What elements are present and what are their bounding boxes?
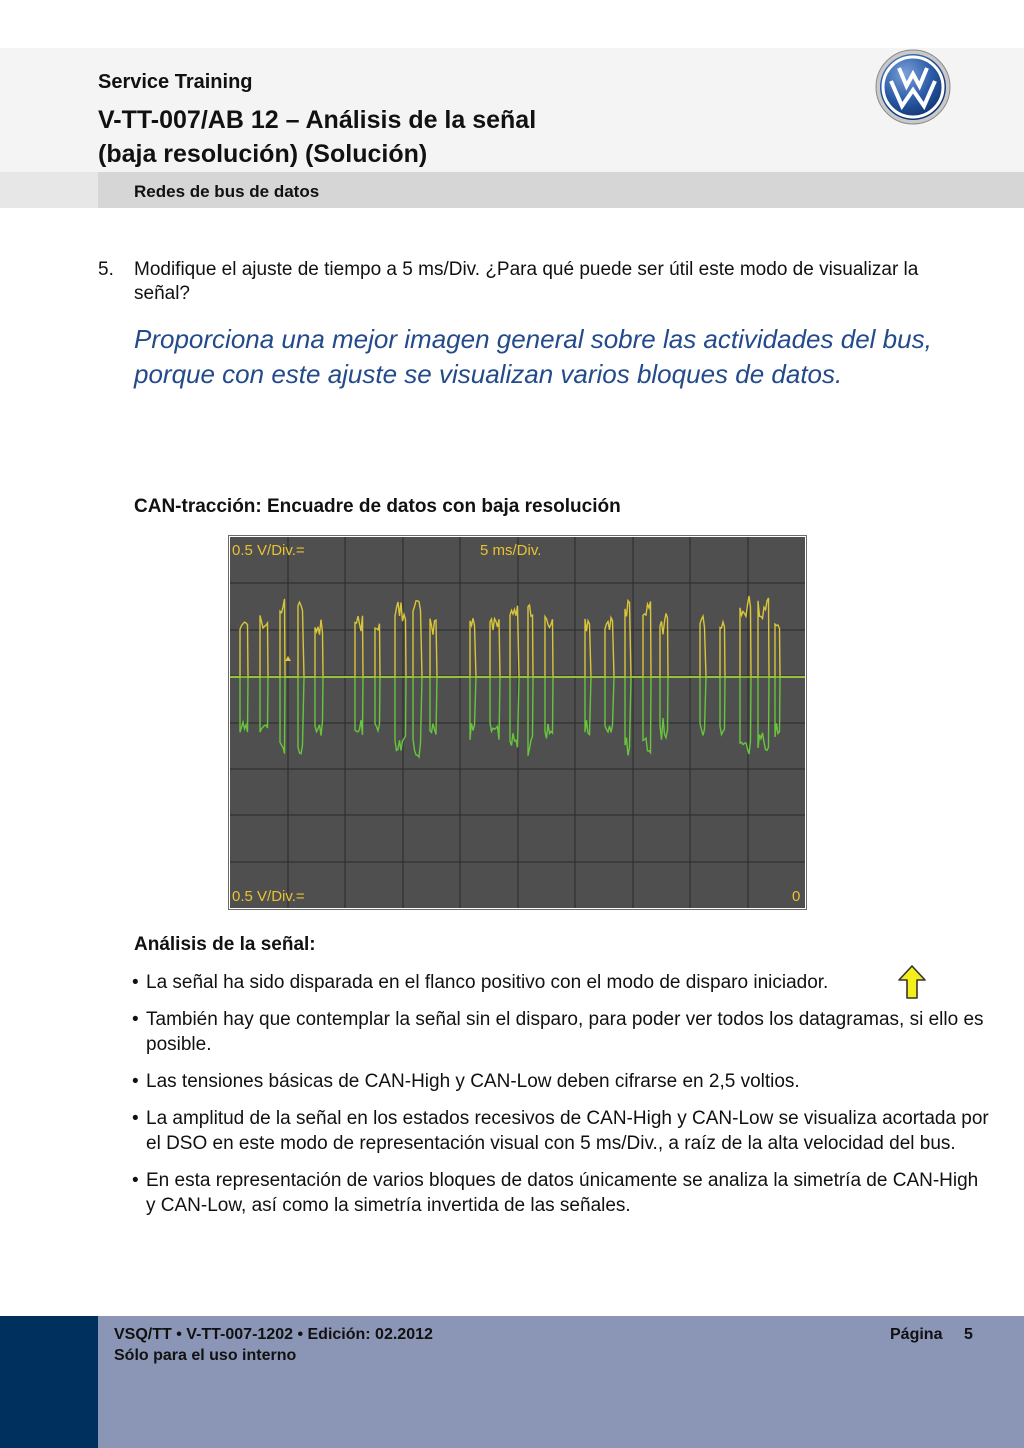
analysis-item-text: En esta representación de varios bloques de datos únicamente se analiza la simetría de CAN-High y CAN-Low, así como la simetría invertida de las señales. (146, 1170, 979, 1216)
vw-logo-icon (874, 48, 952, 126)
section-band-left-strip (0, 172, 98, 208)
scope-label-volts-bottom: 0.5 V/Div.= (232, 888, 305, 905)
footer-page-number: 5 (964, 1326, 973, 1343)
analysis-title: Análisis de la señal: (134, 934, 316, 955)
document-title-line-1: V-TT-007/AB 12 – Análisis de la señal (98, 106, 537, 134)
section-label: Redes de bus de datos (134, 182, 320, 201)
up-arrow-svg (897, 964, 927, 1000)
footer-document-code: VSQ/TT • V-TT-007-1202 • Edición: 02.2012 (114, 1326, 433, 1343)
bullet: • (132, 972, 139, 993)
scope-label-timebase: 5 ms/Div. (480, 542, 542, 559)
footer-internal-use: Sólo para el uso interno (114, 1347, 297, 1364)
question-text: Modifique el ajuste de tiempo a 5 ms/Div. ¿Para qué puede ser útil este modo de visualizar la señal? (134, 259, 919, 304)
service-training-label: Service Training (98, 71, 253, 93)
analysis-item (132, 1168, 992, 1218)
analysis-item-text: También hay que contemplar la señal sin el disparo, para poder ver todos los datagramas, si ello es posible. (146, 1009, 984, 1055)
analysis-item (132, 970, 992, 995)
bullet: • (132, 1071, 139, 1092)
question-5 (98, 258, 978, 306)
analysis-item (132, 1069, 992, 1094)
answer-text: Proporciona una mejor imagen general sobre las actividades del bus, porque con este ajuste se visualizan varios bloques de datos. (134, 324, 932, 389)
bullet: • (132, 1170, 139, 1191)
analysis-item-text: Las tensiones básicas de CAN-High y CAN-Low deben cifrarse en 2,5 voltios. (146, 1071, 800, 1092)
bullet: • (132, 1009, 139, 1030)
figure-caption: CAN-tracción: Encuadre de datos con baja resolución (134, 496, 621, 517)
footer-page-label: Página (890, 1326, 943, 1343)
analysis-item (132, 1007, 992, 1057)
document-title-line-2: (baja resolución) (Solución) (98, 140, 428, 168)
analysis-item (132, 1106, 992, 1156)
analysis-list (132, 970, 992, 1230)
scope-label-volts-top: 0.5 V/Div.= (232, 542, 305, 559)
vw-logo-svg (874, 48, 952, 126)
oscilloscope-screenshot (229, 536, 806, 909)
question-number: 5. (98, 259, 114, 280)
document-title (98, 103, 536, 171)
scope-label-zero: 0 (792, 888, 801, 905)
analysis-item-text: La amplitud de la señal en los estados recesivos de CAN-High y CAN-Low se visualiza acortada por el DSO en este modo de representación visual con 5 ms/Div., a raíz de la alta velocidad del bus. (146, 1108, 989, 1154)
oscilloscope-display (230, 537, 805, 908)
analysis-item-text: La señal ha sido disparada en el flanco positivo con el modo de disparo iniciador. (146, 972, 829, 993)
yellow-up-arrow-icon (897, 964, 927, 1000)
bullet: • (132, 1108, 139, 1129)
footer-left-block (0, 1316, 98, 1448)
